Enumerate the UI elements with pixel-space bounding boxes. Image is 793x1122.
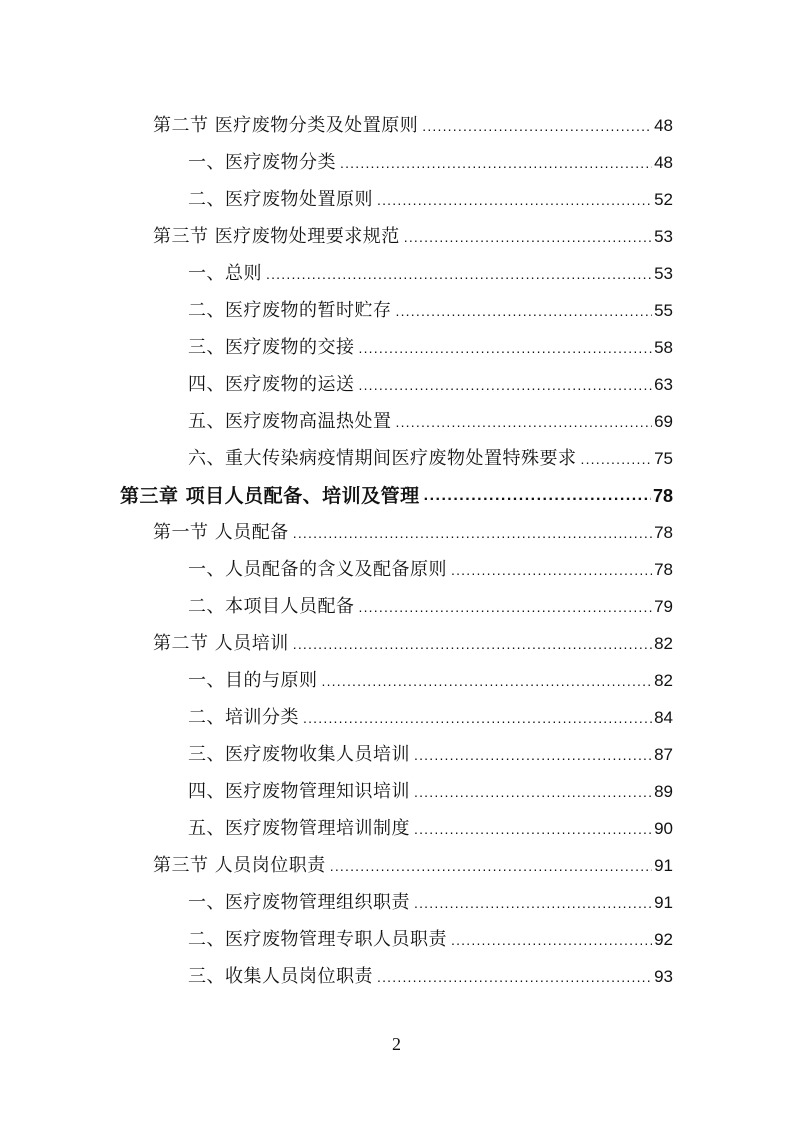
toc-entry-title: 二、本项目人员配备 — [188, 596, 355, 617]
toc-entry[interactable] — [188, 692, 673, 729]
toc-entry-title: 四、医疗废物管理知识培训 — [188, 781, 410, 802]
toc-leader-dots — [396, 413, 653, 431]
toc-entry[interactable] — [188, 359, 673, 396]
toc-entry[interactable] — [153, 507, 673, 544]
toc-entry-title: 二、医疗废物管理专职人员职责 — [188, 929, 447, 950]
toc-entry-page: 87 — [654, 745, 673, 764]
toc-entry-title: 二、医疗废物的暂时贮存 — [188, 300, 392, 321]
toc-leader-dots — [266, 265, 652, 283]
toc-leader-dots — [451, 931, 652, 949]
toc-entry-page: 55 — [654, 301, 673, 320]
toc-entry-page: 58 — [654, 338, 673, 357]
toc-entry[interactable] — [188, 322, 673, 359]
toc-entry-title: 第三章 项目人员配备、培训及管理 — [120, 485, 420, 507]
toc-entry-title: 一、人员配备的含义及配备原则 — [188, 559, 447, 580]
toc-entry[interactable] — [188, 248, 673, 285]
toc-leader-dots — [377, 968, 652, 986]
toc-entry-page: 52 — [654, 190, 673, 209]
toc-entry-title: 三、医疗废物的交接 — [188, 337, 355, 358]
toc-leader-dots — [404, 228, 652, 246]
toc-entry-page: 90 — [654, 819, 673, 838]
toc-entry[interactable] — [153, 840, 673, 877]
toc-entry-title: 第一节 人员配备 — [153, 522, 289, 543]
toc-leader-dots — [322, 672, 653, 690]
toc-entry-title: 五、医疗废物管理培训制度 — [188, 818, 410, 839]
toc-leader-dots — [424, 487, 651, 505]
toc-entry[interactable] — [188, 655, 673, 692]
toc-entry-page: 78 — [652, 486, 673, 506]
toc-entry-page: 82 — [654, 634, 673, 653]
toc-entry-page: 79 — [654, 597, 673, 616]
toc-leader-dots — [293, 635, 652, 653]
toc-leader-dots — [581, 450, 653, 468]
toc-chapter-entry[interactable] — [120, 470, 673, 507]
toc-leader-dots — [359, 598, 653, 616]
toc-entry-page: 75 — [654, 449, 673, 468]
toc-leader-dots — [340, 154, 652, 172]
toc-entry-page: 69 — [654, 412, 673, 431]
toc-entry[interactable] — [188, 729, 673, 766]
page-number: 2 — [392, 1034, 401, 1054]
toc-entry-title: 三、医疗废物收集人员培训 — [188, 744, 410, 765]
toc-leader-dots — [414, 783, 652, 801]
toc-entry[interactable] — [153, 618, 673, 655]
toc-entry-title: 第三节 人员岗位职责 — [153, 855, 326, 876]
toc-leader-dots — [414, 746, 652, 764]
toc-entry-page: 78 — [654, 523, 673, 542]
toc-entry-title: 六、重大传染病疫情期间医疗废物处置特殊要求 — [188, 448, 577, 469]
toc-entry[interactable] — [188, 137, 673, 174]
toc-entry-title: 一、总则 — [188, 263, 262, 284]
toc-entry[interactable] — [153, 211, 673, 248]
toc-entry-page: 48 — [654, 153, 673, 172]
toc-leader-dots — [396, 302, 653, 320]
toc-entry-page: 91 — [654, 856, 673, 875]
toc-entry[interactable] — [188, 285, 673, 322]
toc-leader-dots — [451, 561, 652, 579]
toc-leader-dots — [293, 524, 652, 542]
toc-leader-dots — [303, 709, 652, 727]
toc-entry[interactable] — [188, 396, 673, 433]
toc-leader-dots — [414, 894, 652, 912]
toc-leader-dots — [359, 376, 653, 394]
toc-entry-title: 第二节 医疗废物分类及处置原则 — [153, 115, 419, 136]
toc-entry[interactable] — [188, 803, 673, 840]
toc-entry-page: 92 — [654, 930, 673, 949]
toc-entry-title: 二、培训分类 — [188, 707, 299, 728]
toc-entry-page: 91 — [654, 893, 673, 912]
toc-entry-page: 78 — [654, 560, 673, 579]
toc-entry-page: 53 — [654, 227, 673, 246]
toc-entry[interactable] — [188, 544, 673, 581]
toc-entry[interactable] — [188, 914, 673, 951]
toc-entry-title: 三、收集人员岗位职责 — [188, 966, 373, 987]
toc-leader-dots — [422, 117, 652, 135]
toc-leader-dots — [359, 339, 653, 357]
toc-entry-title: 一、目的与原则 — [188, 670, 318, 691]
toc-entry[interactable] — [153, 100, 673, 137]
toc-entry[interactable] — [188, 951, 673, 988]
toc-entry-title: 五、医疗废物高温热处置 — [188, 411, 392, 432]
toc-entry-title: 第三节 医疗废物处理要求规范 — [153, 226, 400, 247]
toc-entry-title: 四、医疗废物的运送 — [188, 374, 355, 395]
toc-entry[interactable] — [188, 174, 673, 211]
toc-entry-page: 84 — [654, 708, 673, 727]
toc-leader-dots — [377, 191, 652, 209]
toc-entry-title: 二、医疗废物处置原则 — [188, 189, 373, 210]
toc-entry-page: 63 — [654, 375, 673, 394]
toc-leader-dots — [414, 820, 652, 838]
toc-entry-page: 89 — [654, 782, 673, 801]
toc-entry-title: 一、医疗废物分类 — [188, 152, 336, 173]
toc-entry-title: 一、医疗废物管理组织职责 — [188, 892, 410, 913]
toc-entry-page: 53 — [654, 264, 673, 283]
toc-entry-title: 第二节 人员培训 — [153, 633, 289, 654]
toc-entry[interactable] — [188, 581, 673, 618]
toc-entry[interactable] — [188, 433, 673, 470]
toc-entry[interactable] — [188, 877, 673, 914]
toc-entry-page: 48 — [654, 116, 673, 135]
toc-leader-dots — [330, 857, 652, 875]
toc-entry[interactable] — [188, 766, 673, 803]
toc-entry-page: 82 — [654, 671, 673, 690]
toc-entry-page: 93 — [654, 967, 673, 986]
